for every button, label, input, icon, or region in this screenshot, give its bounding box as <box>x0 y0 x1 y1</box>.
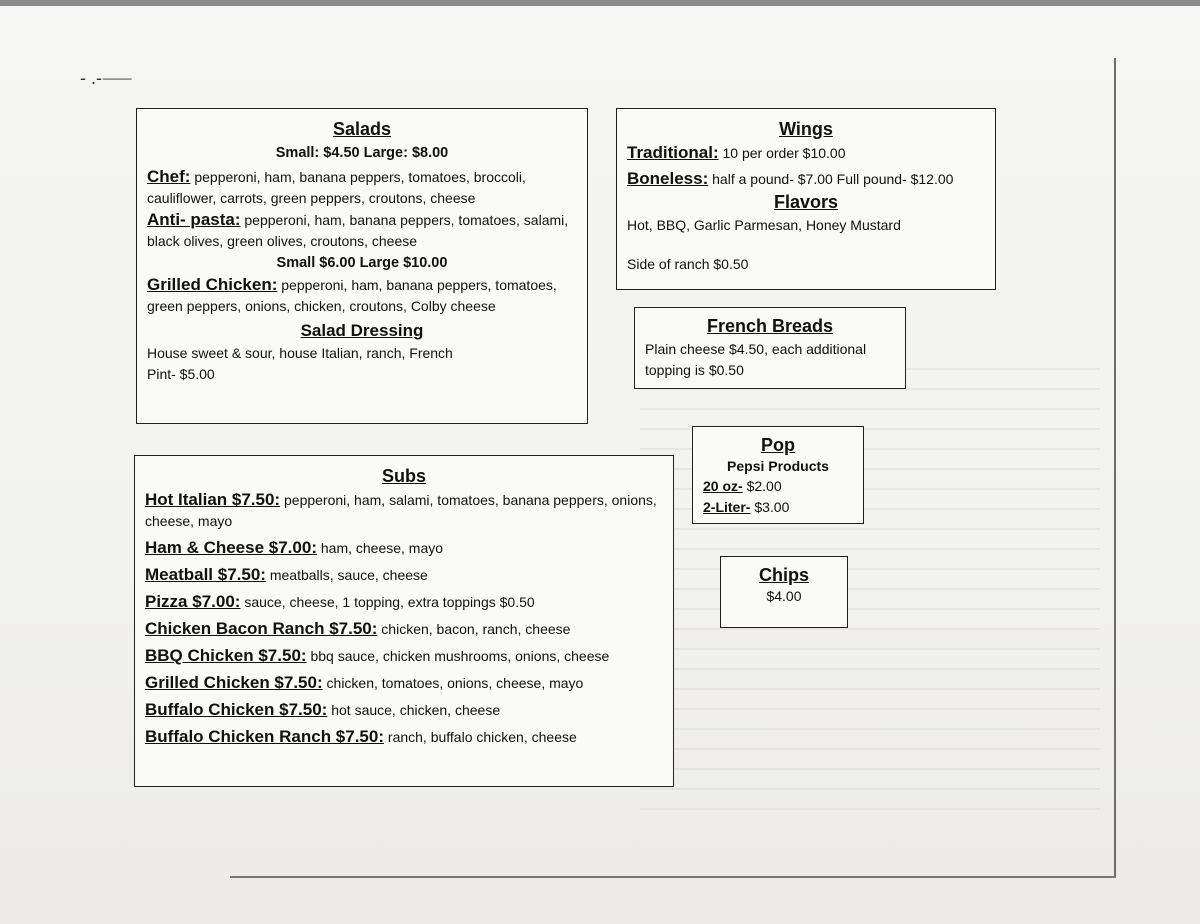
wings-traditional-desc: 10 per order $10.00 <box>718 145 846 161</box>
sub-item-desc: ham, cheese, mayo <box>316 540 444 556</box>
pop-size-2liter <box>703 497 853 518</box>
french-breads-desc: Plain cheese $4.50, each additional topping is $0.50 <box>645 341 867 378</box>
salad-chef-name: Chef: <box>147 167 191 186</box>
pop-title: Pop <box>761 435 795 455</box>
pop-section <box>692 426 864 524</box>
wings-traditional-name: Traditional: <box>627 143 719 162</box>
pop-size-20oz <box>703 476 853 497</box>
pop-2liter-price: $3.00 <box>750 499 790 515</box>
salads-title: Salads <box>332 119 392 139</box>
sub-item-name: Pizza $7.00: <box>145 592 241 611</box>
sub-item <box>145 618 663 640</box>
page-top-edge <box>0 0 1200 6</box>
salads-section <box>136 108 588 424</box>
sub-item <box>145 564 663 586</box>
bottom-border-line <box>230 876 1116 878</box>
pop-20oz-price: $2.00 <box>742 478 782 494</box>
pop-20oz-label: 20 oz- <box>703 478 743 494</box>
wings-flavors-list: Hot, BBQ, Garlic Parmesan, Honey Mustard <box>627 217 901 233</box>
sub-item-desc: pepperoni, ham, salami, tomatoes, banana peppers, onions, cheese, mayo <box>145 492 657 529</box>
sub-item <box>145 645 663 667</box>
wings-section <box>616 108 996 290</box>
sub-item-desc: sauce, cheese, 1 topping, extra toppings $0.50 <box>240 594 535 610</box>
right-border-line <box>1114 58 1116 878</box>
pop-2liter-label: 2-Liter- <box>703 499 751 515</box>
sub-item <box>145 672 663 694</box>
sub-item-name: Ham & Cheese $7.00: <box>145 538 317 557</box>
pen-mark: - .-⸺ <box>80 68 133 88</box>
sub-item-name: Hot Italian $7.50: <box>145 490 281 509</box>
salad-dressing-pint: Pint- $5.00 <box>147 366 215 382</box>
wings-title: Wings <box>779 119 833 139</box>
sub-item-desc: hot sauce, chicken, cheese <box>327 702 501 718</box>
salad-grilled-name: Grilled Chicken: <box>147 275 278 294</box>
salad-dressing-title: Salad Dressing <box>300 321 424 340</box>
wings-traditional <box>627 142 985 164</box>
salad-chef-desc: pepperoni, ham, banana peppers, tomatoes, broccoli, cauliflower, carrots, green peppers, croutons, cheese <box>147 169 526 206</box>
wings-ranch: Side of ranch $0.50 <box>627 256 749 272</box>
sub-item-name: BBQ Chicken $7.50: <box>145 646 307 665</box>
salad-antipasta-desc: pepperoni, ham, banana peppers, tomatoes, salami, black olives, green olives, croutons, cheese <box>147 212 569 249</box>
sub-item-desc: ranch, buffalo chicken, cheese <box>384 729 577 745</box>
sub-item <box>145 726 663 748</box>
sub-item <box>145 699 663 721</box>
sub-item-name: Buffalo Chicken Ranch $7.50: <box>145 727 385 746</box>
bleed-through-texture <box>640 350 1100 820</box>
french-breads-section <box>634 307 906 389</box>
sub-item-desc: bbq sauce, chicken mushrooms, onions, cheese <box>306 648 610 664</box>
subs-section <box>134 455 674 787</box>
salads-sizes: Small: $4.50 Large: $8.00 <box>275 145 449 161</box>
chips-section <box>720 556 848 628</box>
wings-boneless-desc: half a pound- $7.00 Full pound- $12.00 <box>708 171 954 187</box>
salad-grilled-desc: pepperoni, ham, banana peppers, tomatoes, green peppers, onions, chicken, croutons, Colby cheese <box>147 277 557 314</box>
chips-title: Chips <box>758 565 809 585</box>
sub-item-name: Meatball $7.50: <box>145 565 266 584</box>
salads-sizes-2: Small $6.00 Large $10.00 <box>276 255 448 271</box>
sub-item-desc: chicken, bacon, ranch, cheese <box>377 621 571 637</box>
sub-item-name: Chicken Bacon Ranch $7.50: <box>145 619 378 638</box>
sub-item-name: Grilled Chicken $7.50: <box>145 673 323 692</box>
subs-list <box>145 489 663 748</box>
salad-item-chef <box>147 166 577 209</box>
french-breads-title: French Breads <box>706 316 834 336</box>
salad-antipasta-name: Anti- pasta: <box>147 210 241 229</box>
pop-brand: Pepsi Products <box>727 458 829 474</box>
sub-item <box>145 537 663 559</box>
sub-item <box>145 489 663 532</box>
salad-item-antipasta <box>147 209 577 252</box>
salad-dressing-list: House sweet & sour, house Italian, ranch, French <box>147 345 453 361</box>
chips-price: $4.00 <box>766 588 802 604</box>
salad-item-grilled-chicken <box>147 274 577 317</box>
sub-item <box>145 591 663 613</box>
wings-boneless-name: Boneless: <box>627 169 709 188</box>
sub-item-desc: meatballs, sauce, cheese <box>265 567 428 583</box>
sub-item-name: Buffalo Chicken $7.50: <box>145 700 328 719</box>
wings-flavors-title: Flavors <box>773 192 839 212</box>
wings-boneless <box>627 168 985 190</box>
subs-title: Subs <box>381 466 426 486</box>
sub-item-desc: chicken, tomatoes, onions, cheese, mayo <box>322 675 584 691</box>
